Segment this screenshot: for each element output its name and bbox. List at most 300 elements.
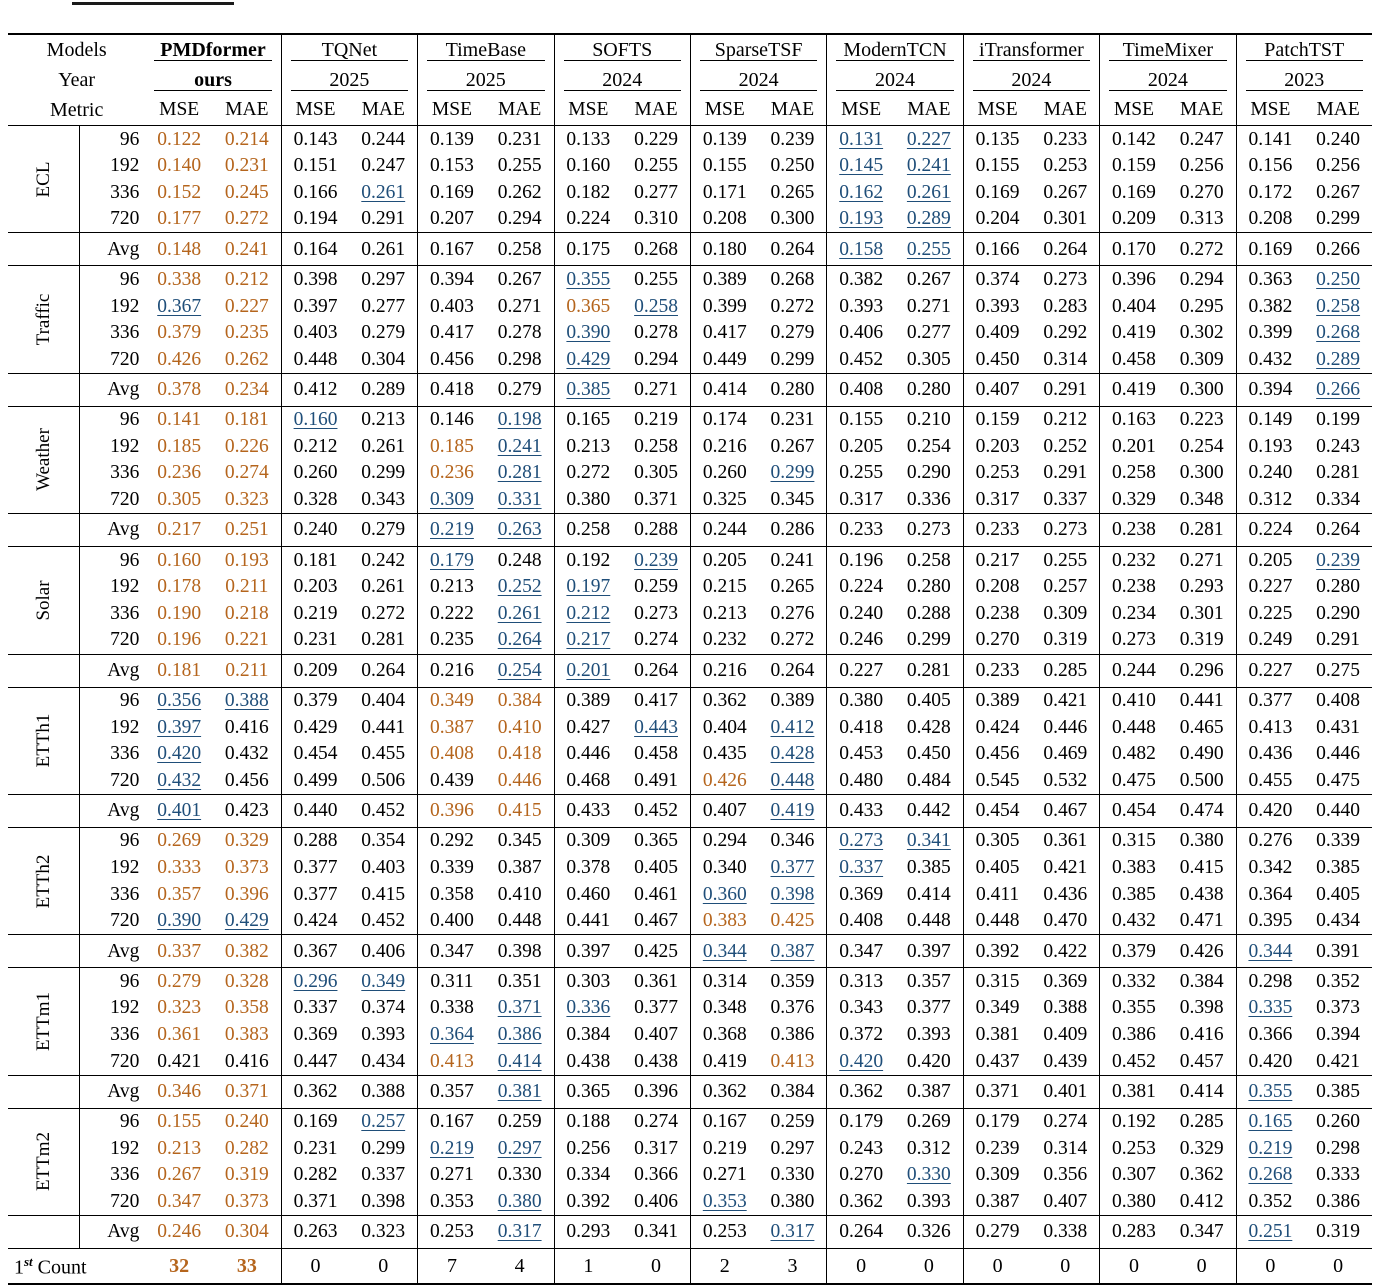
table-row-value: 0.409 [1043, 1023, 1088, 1045]
table-row-value: 0.152 [157, 181, 202, 203]
table-row-value: 0.167 [418, 1109, 486, 1136]
avg-row-value: 0.279 [497, 379, 542, 400]
avg-row-value: 0.407 [690, 795, 758, 828]
table-row-value: 0.188 [554, 1109, 622, 1136]
model-year-timemixer [1100, 65, 1236, 95]
table-row-value: 0.299 [1316, 208, 1361, 230]
table-row-value: 0.392 [554, 1188, 622, 1215]
table-row-value: 0.244 [361, 128, 406, 150]
table-row-value: 0.358 [418, 881, 486, 908]
table-row-value: 0.297 [361, 268, 406, 290]
horizon-label: 720 [79, 346, 145, 373]
table-row-value: 0.376 [770, 997, 815, 1019]
model-year-softs [554, 65, 690, 95]
table-row-value: 0.368 [690, 1021, 758, 1048]
horizon-label: 192 [79, 433, 145, 460]
table-row-value: 0.338 [418, 995, 486, 1022]
model-header-timemixer [1100, 35, 1236, 65]
table-row-value: 0.133 [554, 126, 622, 153]
table-row-value: 0.243 [827, 1135, 895, 1162]
avg-row-value: 0.381 [1100, 1076, 1168, 1109]
table-row-value: 0.179 [827, 1109, 895, 1136]
table-row-value: 0.398 [281, 266, 349, 293]
table-row-value: 0.160 [281, 407, 349, 434]
year-value: 2025 [465, 68, 506, 91]
table-row-value: 0.398 [770, 883, 815, 905]
metric-header-timebase-mse: MSE [418, 95, 486, 126]
table-row-value: 0.330 [770, 1164, 815, 1186]
avg-row-value: 0.289 [361, 379, 406, 400]
table-row-value: 0.369 [1043, 970, 1088, 992]
table-row-value: 0.224 [827, 574, 895, 601]
avg-row-value: 0.280 [906, 379, 951, 400]
avg-row-value: 0.211 [225, 659, 269, 681]
model-name: SparseTSF [714, 38, 803, 61]
avg-row-value: 0.344 [690, 935, 758, 968]
model-year-pmdformer [145, 65, 281, 95]
table-row-value: 0.265 [770, 576, 815, 598]
avg-row-value: 0.420 [1236, 795, 1304, 828]
table-row-value: 0.145 [827, 153, 895, 180]
table-row-value: 0.262 [224, 348, 269, 370]
table-row-value: 0.436 [1236, 741, 1304, 768]
year-value: 2024 [738, 68, 779, 91]
table-row-value: 0.179 [418, 547, 486, 574]
table-row-value: 0.172 [1236, 179, 1304, 206]
table-row-value: 0.309 [1043, 602, 1088, 624]
table-row-value: 0.406 [827, 320, 895, 347]
table-row-value: 0.362 [827, 1188, 895, 1215]
table-row-value: 0.256 [554, 1135, 622, 1162]
table-row-value: 0.231 [224, 155, 269, 177]
table-row-value: 0.398 [361, 1190, 406, 1212]
table-row-value: 0.359 [770, 970, 815, 992]
avg-row-value: 0.175 [554, 233, 622, 266]
table-row-value: 0.255 [827, 460, 895, 487]
table-row-value: 0.213 [554, 433, 622, 460]
table-row-value: 0.414 [497, 1050, 542, 1072]
table-row-value: 0.490 [1179, 743, 1224, 765]
table-row-value: 0.281 [1316, 462, 1361, 484]
table-row-value: 0.231 [497, 128, 542, 150]
table-row-value: 0.429 [224, 910, 269, 932]
dataset-label-traffic [8, 266, 79, 373]
first-count-value: 4 [514, 1255, 525, 1277]
avg-row-value: 0.209 [281, 655, 349, 688]
table-row-value: 0.343 [361, 489, 406, 511]
model-year-patchtst [1236, 65, 1372, 95]
table-row-value: 0.366 [634, 1164, 678, 1186]
avg-row-value: 0.233 [827, 514, 895, 547]
table-row-value: 0.215 [690, 574, 758, 601]
table-row-value: 0.448 [281, 346, 349, 373]
table-row-value: 0.294 [690, 828, 758, 855]
table-row-value: 0.227 [906, 128, 951, 150]
table-row-value: 0.362 [690, 688, 758, 715]
dataset-label-spacer [8, 233, 79, 266]
table-row-value: 0.250 [1316, 268, 1361, 290]
table-row-value: 0.435 [690, 741, 758, 768]
table-row-value: 0.439 [1043, 1050, 1088, 1072]
avg-row-value: 0.273 [1043, 519, 1088, 541]
table-row-value: 0.169 [1100, 179, 1168, 206]
table-row-value: 0.235 [224, 322, 269, 344]
table-row-value: 0.384 [554, 1021, 622, 1048]
table-row-value: 0.420 [827, 1048, 895, 1075]
table-row-value: 0.358 [224, 997, 269, 1019]
avg-row-value: 0.240 [281, 514, 349, 547]
avg-label: Avg [79, 935, 145, 968]
table-row-value: 0.299 [770, 462, 815, 484]
avg-row-value: 0.167 [418, 233, 486, 266]
model-header-itransformer [963, 35, 1099, 65]
table-row-value: 0.331 [497, 489, 542, 511]
table-row-value: 0.135 [963, 126, 1031, 153]
table-row-value: 0.258 [634, 435, 678, 457]
table-row-value: 0.260 [690, 460, 758, 487]
table-row-value: 0.506 [361, 769, 406, 791]
model-name: TQNet [321, 38, 378, 61]
avg-row-value: 0.264 [827, 1216, 895, 1249]
table-row-value: 0.377 [281, 854, 349, 881]
table-row-value: 0.405 [963, 854, 1031, 881]
table-row-value: 0.418 [827, 714, 895, 741]
table-row-value: 0.377 [281, 881, 349, 908]
table-row-value: 0.262 [497, 181, 542, 203]
table-row-value: 0.208 [690, 206, 758, 233]
table-row-value: 0.399 [1236, 320, 1304, 347]
table-row-value: 0.403 [281, 320, 349, 347]
table-row-value: 0.413 [1236, 714, 1304, 741]
model-header-patchtst [1236, 35, 1372, 65]
table-row-value: 0.377 [770, 857, 815, 879]
avg-row-value: 0.418 [418, 374, 486, 407]
table-row-value: 0.345 [497, 830, 542, 852]
avg-row-value: 0.346 [157, 1080, 202, 1102]
year-value: 2024 [875, 68, 916, 91]
avg-row-value: 0.273 [906, 519, 951, 541]
table-row-value: 0.192 [1100, 1109, 1168, 1136]
table-row-value: 0.309 [963, 1162, 1031, 1189]
table-row-value: 0.155 [690, 153, 758, 180]
metric-header-tqnet-mae: MAE [361, 99, 405, 121]
table-row-value: 0.311 [418, 968, 486, 995]
metric-header-softs-mae: MAE [634, 99, 678, 121]
table-row-value: 0.274 [634, 1111, 678, 1133]
table-row-value: 0.241 [770, 549, 815, 571]
table-row-value: 0.461 [634, 883, 678, 905]
avg-row-value: 0.288 [634, 519, 678, 541]
table-row-value: 0.386 [497, 1023, 542, 1045]
metric-header-pmdformer-mse: MSE [159, 99, 200, 121]
table-row-value: 0.452 [361, 910, 406, 932]
table-row-value: 0.446 [1043, 716, 1088, 738]
table-row-value: 0.455 [361, 743, 406, 765]
first-count-value: 0 [1333, 1255, 1344, 1277]
table-row-value: 0.295 [1179, 295, 1224, 317]
table-row-value: 0.408 [418, 741, 486, 768]
table-row-value: 0.194 [281, 206, 349, 233]
avg-row-value: 0.452 [634, 800, 678, 822]
avg-label: Avg [79, 795, 145, 828]
model-name: TimeBase [445, 38, 526, 61]
table-row-value: 0.238 [963, 600, 1031, 627]
table-row-value: 0.420 [1236, 1048, 1304, 1075]
table-row-value: 0.337 [827, 854, 895, 881]
table-row-value: 0.305 [157, 489, 202, 511]
avg-row-value: 0.344 [1236, 935, 1304, 968]
metric-header-timebase-mae: MAE [497, 99, 542, 121]
table-row-value: 0.214 [224, 128, 269, 150]
table-row-value: 0.339 [1316, 830, 1361, 852]
table-row-value: 0.384 [1179, 970, 1224, 992]
table-row-value: 0.160 [554, 153, 622, 180]
table-row-value: 0.225 [1236, 600, 1304, 627]
model-name: SOFTS [592, 38, 653, 61]
avg-label: Avg [79, 655, 145, 688]
table-row-value: 0.414 [906, 883, 951, 905]
table-row-value: 0.254 [1179, 435, 1224, 457]
table-row-value: 0.325 [690, 487, 758, 514]
horizon-label: 96 [79, 1109, 145, 1136]
table-row-value: 0.301 [1179, 602, 1224, 624]
table-row-value: 0.417 [418, 320, 486, 347]
table-row-value: 0.177 [157, 208, 202, 230]
table-row-value: 0.432 [224, 743, 269, 765]
table-row-value: 0.408 [1316, 690, 1361, 712]
table-row-value: 0.426 [690, 767, 758, 794]
table-row-value: 0.339 [418, 854, 486, 881]
table-row-value: 0.211 [225, 576, 269, 598]
table-row-value: 0.410 [497, 716, 542, 738]
table-row-value: 0.229 [634, 128, 678, 150]
table-row-value: 0.196 [157, 629, 202, 651]
table-row-value: 0.441 [1179, 690, 1224, 712]
horizon-label: 720 [79, 206, 145, 233]
avg-row-value: 0.264 [634, 659, 678, 681]
table-row-value: 0.386 [1100, 1021, 1168, 1048]
table-row-value: 0.254 [906, 435, 951, 457]
table-row-value: 0.222 [418, 600, 486, 627]
table-row-value: 0.425 [770, 910, 815, 932]
table-row-value: 0.364 [418, 1021, 486, 1048]
table-row-value: 0.455 [1236, 767, 1304, 794]
avg-label: Avg [79, 514, 145, 547]
dataset-label-spacer [8, 514, 79, 547]
avg-row-value: 0.362 [281, 1076, 349, 1109]
table-row-value: 0.446 [1316, 743, 1361, 765]
table-row-value: 0.141 [1236, 126, 1304, 153]
table-row-value: 0.281 [361, 629, 406, 651]
avg-row-value: 0.255 [906, 238, 951, 260]
first-count-value: 0 [923, 1255, 934, 1277]
avg-row-value: 0.378 [157, 379, 202, 400]
table-row-value: 0.341 [906, 830, 951, 852]
table-row-value: 0.390 [554, 320, 622, 347]
table-row-value: 0.305 [634, 462, 678, 484]
table-row-value: 0.407 [634, 1023, 678, 1045]
avg-row-value: 0.419 [1100, 374, 1168, 407]
table-row-value: 0.193 [1236, 433, 1304, 460]
table-row-value: 0.395 [1236, 908, 1304, 935]
horizon-label: 720 [79, 627, 145, 654]
table-row-value: 0.141 [157, 409, 202, 431]
dataset-name: ECL [32, 161, 54, 198]
model-name: PatchTST [1264, 38, 1345, 61]
table-row-value: 0.267 [1316, 181, 1361, 203]
table-row-value: 0.309 [1179, 348, 1224, 370]
avg-row-value: 0.387 [906, 1080, 951, 1102]
avg-row-value: 0.396 [418, 795, 486, 828]
table-row-value: 0.379 [281, 688, 349, 715]
horizon-label: 96 [79, 126, 145, 153]
table-row-value: 0.352 [1316, 970, 1361, 992]
table-row-value: 0.393 [827, 293, 895, 320]
table-row-value: 0.304 [361, 348, 406, 370]
avg-row-value: 0.246 [157, 1221, 202, 1243]
avg-row-value: 0.293 [554, 1216, 622, 1249]
avg-label: Avg [79, 233, 145, 266]
table-row-value: 0.271 [906, 295, 951, 317]
dataset-label-spacer [8, 1216, 79, 1249]
table-row-value: 0.420 [157, 743, 202, 765]
table-row-value: 0.155 [963, 153, 1031, 180]
table-row-value: 0.169 [418, 179, 486, 206]
table-row-value: 0.349 [361, 970, 406, 992]
table-row-value: 0.389 [963, 688, 1031, 715]
horizon-label: 720 [79, 767, 145, 794]
table-row-value: 0.428 [770, 743, 815, 765]
table-row-value: 0.380 [1100, 1188, 1168, 1215]
table-row-value: 0.412 [1179, 1190, 1224, 1212]
table-row-value: 0.219 [418, 1135, 486, 1162]
table-row-value: 0.297 [497, 1137, 542, 1159]
avg-row-value: 0.169 [1236, 233, 1304, 266]
table-row-value: 0.205 [1236, 547, 1304, 574]
metric-header-tqnet-mse: MSE [281, 95, 349, 126]
table-row-value: 0.383 [1100, 854, 1168, 881]
table-row-value: 0.448 [906, 910, 951, 932]
table-row-value: 0.416 [1179, 1023, 1224, 1045]
table-row-value: 0.449 [690, 346, 758, 373]
avg-row-value: 0.253 [690, 1216, 758, 1249]
avg-row-value: 0.266 [1316, 379, 1361, 400]
table-row-value: 0.249 [1236, 627, 1304, 654]
avg-label: Avg [79, 1216, 145, 1249]
avg-row-value: 0.280 [770, 379, 815, 400]
table-row-value: 0.404 [1100, 293, 1168, 320]
table-row-value: 0.272 [770, 629, 815, 651]
table-row-value: 0.380 [1179, 830, 1224, 852]
avg-row-value: 0.406 [361, 940, 406, 962]
table-row-value: 0.122 [157, 128, 202, 150]
avg-row-value: 0.281 [1179, 519, 1224, 541]
table-row-value: 0.204 [963, 206, 1031, 233]
avg-row-value: 0.253 [418, 1216, 486, 1249]
table-row-value: 0.471 [1179, 910, 1224, 932]
horizon-label: 96 [79, 828, 145, 855]
table-row-value: 0.364 [1236, 881, 1304, 908]
table-row-value: 0.246 [827, 627, 895, 654]
table-row-value: 0.232 [690, 627, 758, 654]
table-row-value: 0.155 [827, 407, 895, 434]
avg-row-value: 0.452 [361, 800, 406, 822]
table-row-value: 0.369 [827, 881, 895, 908]
table-row-value: 0.309 [418, 487, 486, 514]
table-row-value: 0.371 [281, 1188, 349, 1215]
table-row-value: 0.362 [1179, 1164, 1224, 1186]
table-row-value: 0.317 [827, 487, 895, 514]
table-row-value: 0.219 [281, 600, 349, 627]
avg-row-value: 0.216 [418, 655, 486, 688]
dataset-label-spacer [8, 795, 79, 828]
ordinal-suffix: st [24, 1253, 33, 1269]
table-row-value: 0.329 [224, 830, 269, 852]
table-row-value: 0.201 [1100, 433, 1168, 460]
table-row-value: 0.380 [827, 688, 895, 715]
table-row-value: 0.159 [963, 407, 1031, 434]
table-row-value: 0.268 [1236, 1162, 1304, 1189]
table-row-value: 0.174 [690, 407, 758, 434]
table-row-value: 0.438 [1179, 883, 1224, 905]
metric-header-moderntcn-mae: MAE [907, 99, 951, 121]
avg-row-value: 0.304 [224, 1221, 269, 1243]
avg-row-value: 0.394 [1236, 374, 1304, 407]
avg-row-value: 0.323 [361, 1221, 406, 1243]
table-row-value: 0.426 [157, 348, 202, 370]
table-row-value: 0.382 [827, 266, 895, 293]
table-row-value: 0.333 [157, 857, 202, 879]
model-year-tqnet [281, 65, 417, 95]
avg-row-value: 0.266 [1316, 238, 1361, 260]
table-row-value: 0.469 [1043, 743, 1088, 765]
header-label-year: Year [58, 69, 96, 91]
avg-row-value: 0.414 [1179, 1080, 1224, 1102]
metric-header-sparsetsf-mse: MSE [690, 95, 758, 126]
table-row-value: 0.319 [1043, 629, 1088, 651]
table-row-value: 0.394 [1316, 1023, 1361, 1045]
avg-row-value: 0.440 [281, 795, 349, 828]
table-row-value: 0.273 [1043, 268, 1088, 290]
table-row-value: 0.219 [634, 409, 678, 431]
table-row-value: 0.396 [224, 883, 269, 905]
avg-row-value: 0.355 [1236, 1076, 1304, 1109]
horizon-label: 336 [79, 320, 145, 347]
table-row-value: 0.179 [963, 1109, 1031, 1136]
table-row-value: 0.405 [634, 857, 678, 879]
avg-row-value: 0.408 [827, 374, 895, 407]
first-count-value: 7 [418, 1249, 486, 1284]
table-row-value: 0.312 [906, 1137, 951, 1159]
dataset-name: Traffic [32, 293, 54, 346]
table-row-value: 0.205 [827, 433, 895, 460]
table-row-value: 0.260 [1316, 1111, 1361, 1133]
table-row-value: 0.387 [418, 714, 486, 741]
horizon-label: 96 [79, 968, 145, 995]
table-row-value: 0.213 [418, 574, 486, 601]
first-count-value: 0 [1100, 1249, 1168, 1284]
table-row-value: 0.387 [963, 1188, 1031, 1215]
horizon-label: 336 [79, 460, 145, 487]
avg-row-value: 0.382 [224, 940, 269, 962]
horizon-label: 720 [79, 908, 145, 935]
table-row-value: 0.272 [361, 602, 406, 624]
table-row-value: 0.268 [1316, 322, 1361, 344]
table-row-value: 0.255 [634, 268, 678, 290]
avg-row-value: 0.219 [418, 514, 486, 547]
table-row-value: 0.356 [1043, 1164, 1088, 1186]
table-row-value: 0.181 [281, 547, 349, 574]
